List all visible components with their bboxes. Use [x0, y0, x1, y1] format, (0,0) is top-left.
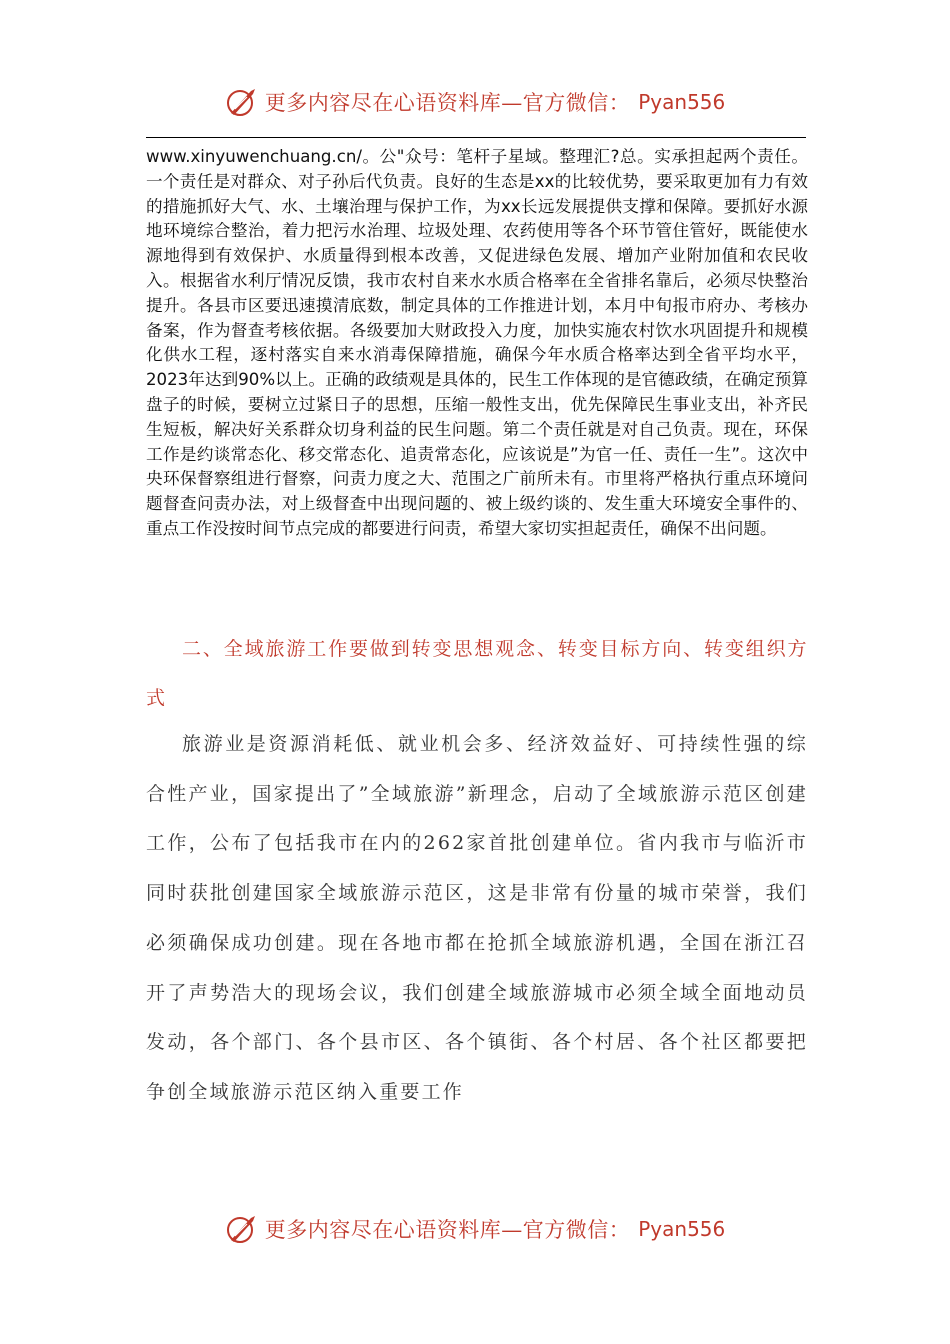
header-banner: [0, 82, 950, 122]
quill-pen-logo-icon: [225, 1212, 259, 1246]
footer-banner: [0, 1209, 950, 1249]
footer-wechat-handle: Pyan556: [638, 1217, 726, 1241]
quill-pen-logo-icon: [225, 85, 259, 119]
header-banner-text: 更多内容尽在心语资料库—官方微信：: [264, 91, 631, 115]
footer-banner-text: 更多内容尽在心语资料库—官方微信：: [264, 1218, 631, 1242]
body-paragraph-tourism: 旅游业是资源消耗低、就业机会多、经济效益好、可持续性强的综合性产业，国家提出了”全域旅游”新理念，启动了全域旅游示范区创建工作，公布了包括我市在内的262家首批创建单位。省内我市与临沂市同时获批创建国家全域旅游示范区，这是非常有份量的城市荣誉，我们必须确保成功创建。现在各地市都在抢抓全域旅游机遇，全国在浙江召开了声势浩大的现场会议，我们创建全域旅游城市必须全域全面地动员发动，各个部门、各个县市区、各个镇街、各个村居、各个社区都要把争创全域旅游示范区纳入重要工作: [146, 733, 808, 1103]
header-wechat-handle: Pyan556: [638, 90, 726, 114]
body-paragraph-environment: www.xinyuwenchuang.cn/。公"众号：笔杆子星域。整理汇?总。实承担起两个责任。一个责任是对群众、对子孙后代负责。良好的生态是xx的比较优势，要采取更加有力有效的措施抓好大气、水、土壤治理与保护工作，为xx长远发展提供支撑和保障。要抓好水源地环境综合整治，着力把污水治理、垃圾处理、农药使用等各个环节管住管好，既能使水源地得到有效保护、水质量得到根本改善，又促进绿色发展、增加产业附加值和农民收入。根据省水利厅情况反馈，我市农村自来水水质合格率在全省排名靠后，必须尽快整治提升。各县市区要迅速摸清底数，制定具体的工作推进计划，本月中旬报市府办、考核办备案，作为督查考核依据。各级要加大财政投入力度，加快实施农村饮水巩固提升和规模化供水工程，逐村落实自来水消毒保障措施，确保今年水质合格率达到全省平均水平，2023年达到90%以上。正确的政绩观是具体的，民生工作体现的是官德政绩，在确定预算盘子的时候，要树立过紧日子的思想，压缩一般性支出，优先保障民生事业支出，补齐民生短板，解决好关系群众切身利益的民生问题。第二个责任就是对自己负责。现在，环保工作是约谈常态化、移交常态化、追责常态化，应该说是”为官一任、责任一生”。这次中央环保督察组进行督察，问责力度之大、范围之广前所未有。市里将严格执行重点环境问题督查问责办法，对上级督查中出现问题的、被上级约谈的、发生重大环境安全事件的、重点工作没按时间节点完成的都要进行问责，希望大家切实担起责任，确保不出问题。: [146, 147, 808, 538]
header-divider: [146, 137, 806, 138]
section-heading-tourism: 二、全域旅游工作要做到转变思想观念、转变目标方向、转变组织方式: [146, 638, 808, 709]
